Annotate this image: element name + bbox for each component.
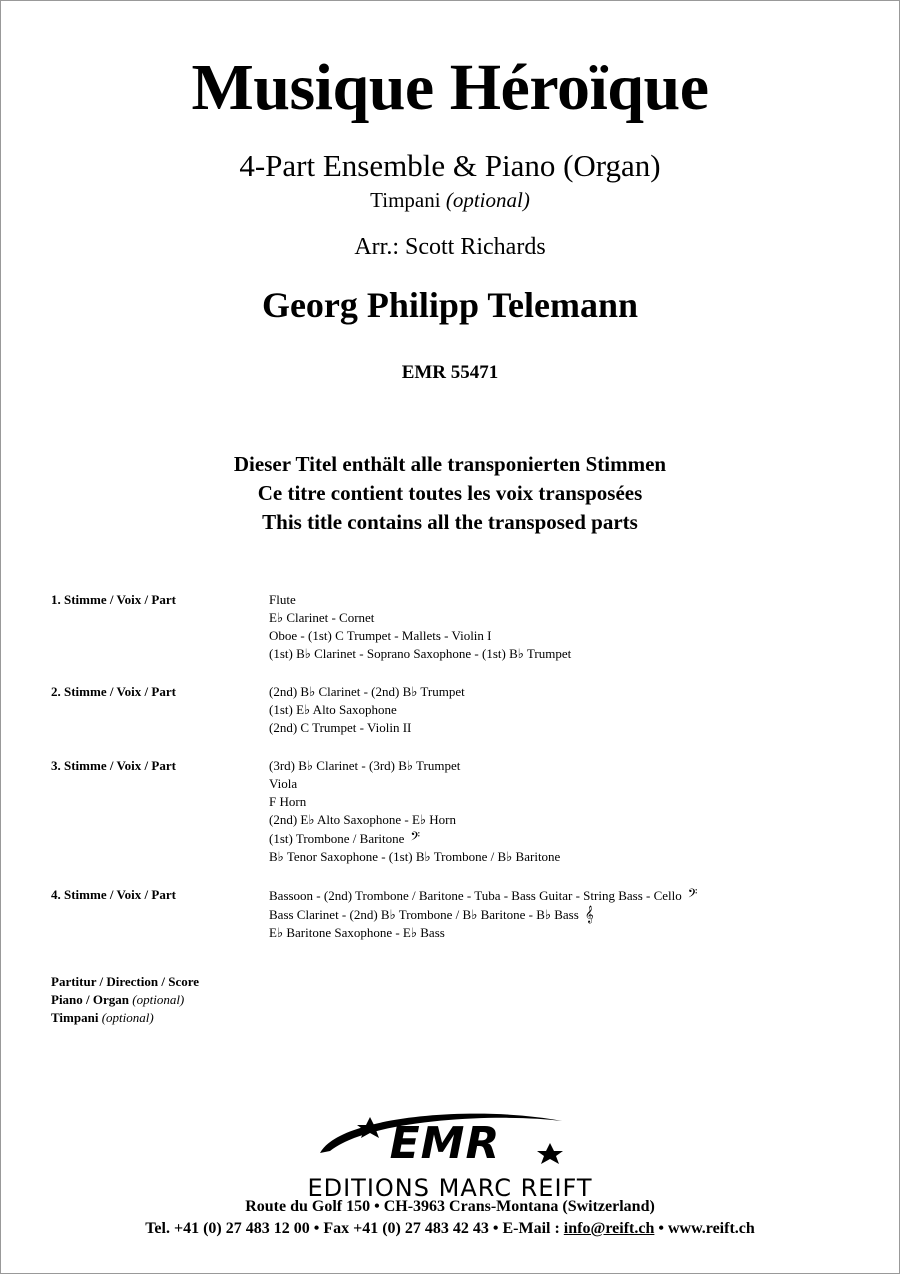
notice-french: Ce titre contient toutes les voix transposées bbox=[257, 481, 643, 505]
part-instruments bbox=[269, 591, 571, 663]
bass-clef-icon: 𝄢 bbox=[410, 829, 421, 847]
instrument-line: Oboe - (1st) C Trumpet - Mallets - Violin I bbox=[269, 628, 492, 643]
part-label: 4. Stimme / Voix / Part bbox=[51, 887, 176, 902]
timpani-part-label: Timpani bbox=[51, 1010, 99, 1025]
timpani-line bbox=[0, 188, 900, 213]
bass-clef-icon: 𝄢 bbox=[687, 886, 698, 904]
publisher-name: EDITIONS MARC REIFT bbox=[307, 1174, 593, 1202]
catalog-number: EMR 55471 bbox=[401, 362, 499, 383]
part-group-2 bbox=[51, 683, 871, 737]
part-group-3 bbox=[51, 757, 871, 866]
instrument-line: (3rd) B♭ Clarinet - (3rd) B♭ Trumpet bbox=[269, 758, 461, 773]
publisher-address: Route du Golf 150 • CH-3963 Crans-Montana (Switzerland) bbox=[245, 1198, 655, 1215]
notice-english: This title contains all the transposed parts bbox=[262, 510, 638, 534]
page-title: Musique Héroïque bbox=[191, 51, 709, 124]
timpani-note: (optional) bbox=[445, 188, 530, 212]
part-group-4 bbox=[51, 886, 871, 942]
instrument-line: (2nd) E♭ Alto Saxophone - E♭ Horn bbox=[269, 812, 457, 827]
instrument-line: F Horn bbox=[269, 794, 307, 809]
publisher-contact bbox=[0, 1220, 900, 1238]
instrument-line: B♭ Tenor Saxophone - (1st) B♭ Trombone / B♭ Baritone bbox=[269, 849, 561, 864]
score-label: Partitur / Direction / Score bbox=[51, 974, 200, 989]
instrument-line: E♭ Baritone Saxophone - E♭ Bass bbox=[269, 925, 445, 940]
website: • www.reift.ch bbox=[654, 1220, 755, 1237]
additional-parts bbox=[51, 973, 199, 1027]
instrument-line-with-clef bbox=[269, 886, 697, 905]
instrument-line: Viola bbox=[269, 776, 298, 791]
part-label: 1. Stimme / Voix / Part bbox=[51, 592, 176, 607]
instrument-text: (1st) Trombone / Baritone bbox=[269, 831, 405, 846]
part-group-1 bbox=[51, 591, 871, 663]
notice-german: Dieser Titel enthält alle transponierten Stimmen bbox=[233, 452, 667, 476]
timpani-label: Timpani bbox=[370, 188, 441, 212]
instrument-line-with-clef bbox=[269, 829, 560, 848]
logo-text: EMR bbox=[389, 1118, 501, 1169]
part-label: 3. Stimme / Voix / Part bbox=[51, 758, 176, 773]
part-instruments bbox=[269, 757, 560, 866]
arranger: Arr.: Scott Richards bbox=[354, 234, 546, 260]
subtitle: 4-Part Ensemble & Piano (Organ) bbox=[239, 148, 661, 183]
part-label: 2. Stimme / Voix / Part bbox=[51, 684, 176, 699]
instrument-text: Bassoon - (2nd) Trombone / Baritone - Tuba - Bass Guitar - String Bass - Cello bbox=[269, 888, 682, 903]
instrument-line: Flute bbox=[269, 592, 296, 607]
transposed-parts-notice bbox=[0, 450, 900, 537]
instrument-line: (2nd) C Trumpet - Violin II bbox=[269, 720, 412, 735]
part-instruments bbox=[269, 683, 465, 737]
instrument-line: (1st) B♭ Clarinet - Soprano Saxophone - (1st) B♭ Trumpet bbox=[269, 646, 572, 661]
piano-label: Piano / Organ bbox=[51, 992, 130, 1007]
instrument-line: (2nd) B♭ Clarinet - (2nd) B♭ Trumpet bbox=[269, 684, 465, 699]
instrument-line: E♭ Clarinet - Cornet bbox=[269, 610, 375, 625]
instrument-line: (1st) E♭ Alto Saxophone bbox=[269, 702, 397, 717]
part-instruments bbox=[269, 886, 697, 942]
parts-list bbox=[51, 591, 871, 962]
treble-clef-icon: 𝄞 bbox=[584, 905, 594, 923]
contact-phone-fax: Tel. +41 (0) 27 483 12 00 • Fax +41 (0) 27 483 42 43 • E-Mail : bbox=[145, 1220, 564, 1237]
email-link[interactable]: info@reift.ch bbox=[563, 1220, 655, 1237]
instrument-line-with-clef bbox=[269, 905, 697, 924]
piano-note: (optional) bbox=[132, 992, 185, 1007]
instrument-text: Bass Clarinet - (2nd) B♭ Trombone / B♭ Baritone - B♭ Bass bbox=[269, 907, 579, 922]
timpani-part-note: (optional) bbox=[101, 1010, 154, 1025]
composer: Georg Philipp Telemann bbox=[261, 285, 639, 325]
